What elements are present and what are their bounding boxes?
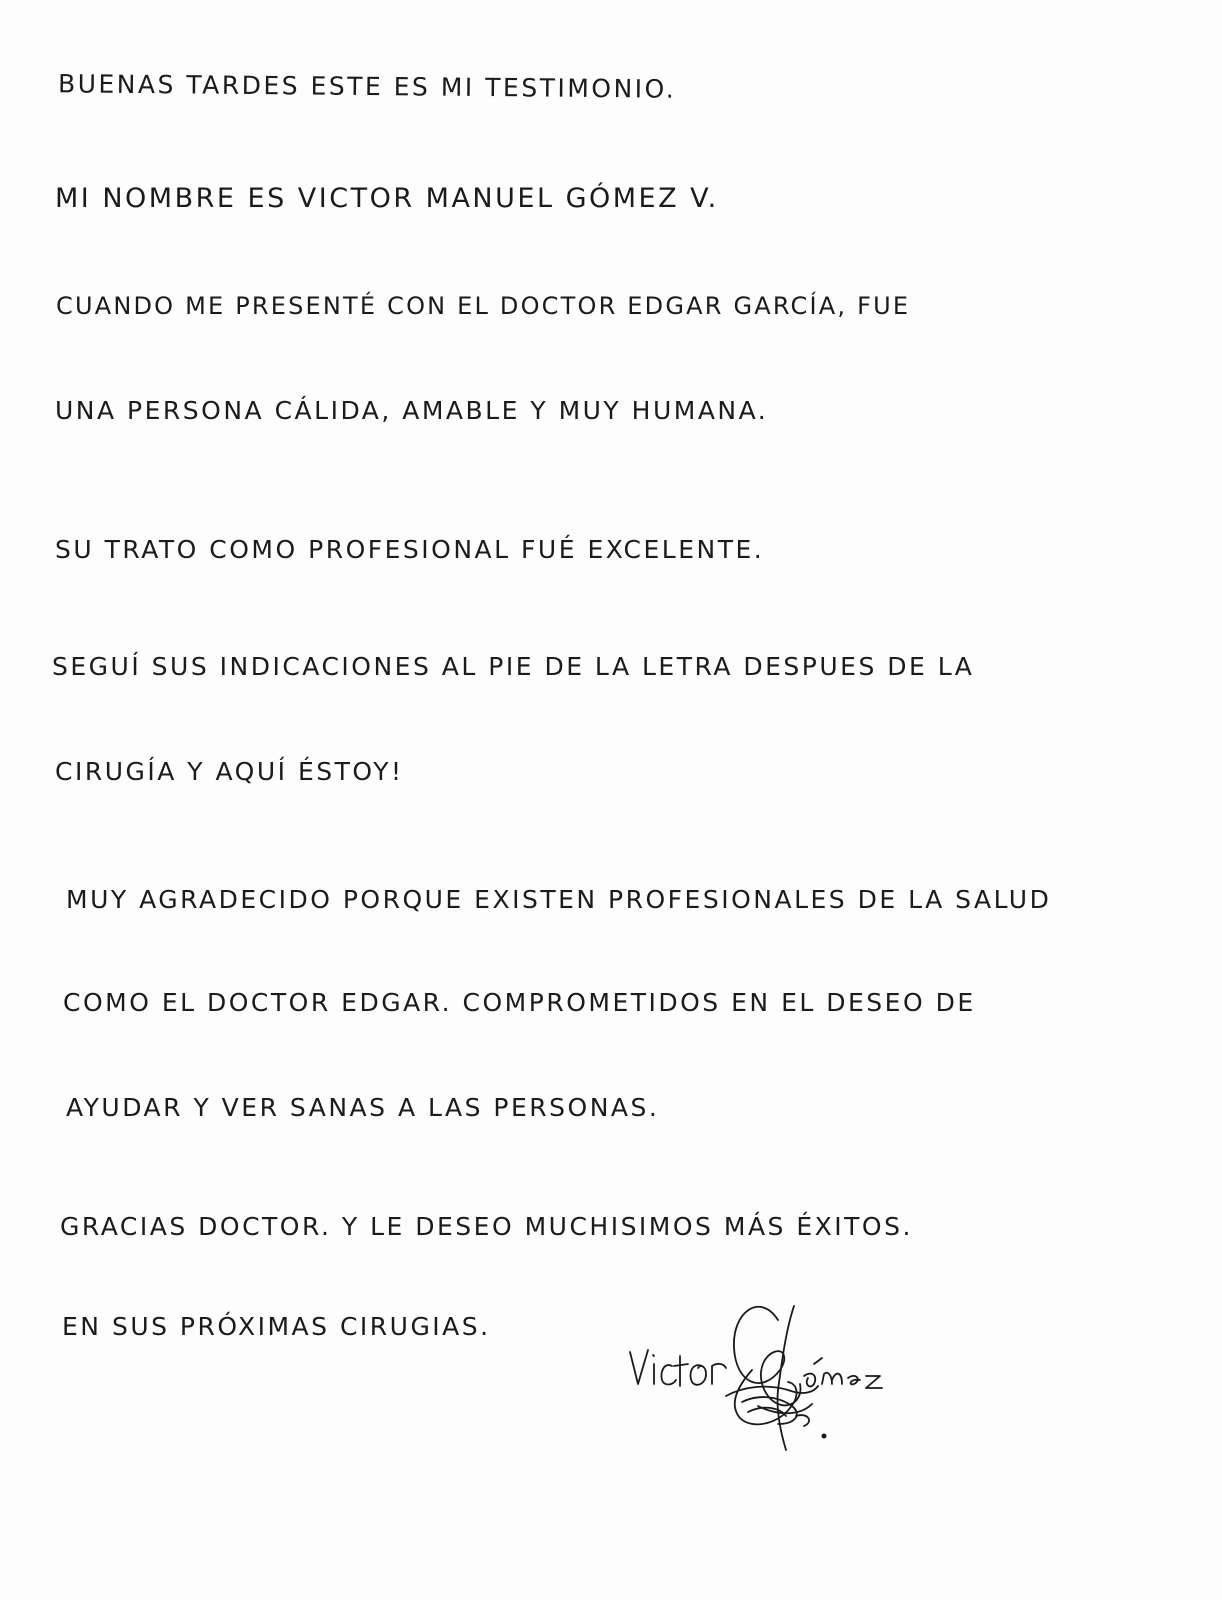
letter-line: MI NOMBRE ES VICTOR MANUEL GÓMEZ V.: [55, 183, 719, 214]
letter-line: AYUDAR Y VER SANAS A LAS PERSONAS.: [66, 1093, 660, 1122]
signature: [628, 1300, 888, 1470]
letter-line: UNA PERSONA CÁLIDA, AMABLE Y MUY HUMANA.: [55, 396, 769, 425]
letter-line: BUENAS TARDES ESTE ES MI TESTIMONIO.: [57, 69, 677, 104]
letter-line: GRACIAS DOCTOR. Y LE DESEO MUCHISIMOS MÁS ÉXITOS.: [60, 1212, 913, 1241]
letter-line: CUANDO ME PRESENTÉ CON EL DOCTOR EDGAR GARCÍA, FUE: [56, 292, 911, 320]
letter-line: MUY AGRADECIDO PORQUE EXISTEN PROFESIONALES DE LA SALUD: [66, 885, 1052, 914]
letter-line: SU TRATO COMO PROFESIONAL FUÉ EXCELENTE.: [55, 535, 765, 564]
signature-scribble: [628, 1300, 888, 1470]
letter-line: EN SUS PRÓXIMAS CIRUGIAS.: [62, 1312, 491, 1341]
letter-line: COMO EL DOCTOR EDGAR. COMPROMETIDOS EN EL DESEO DE: [63, 988, 976, 1017]
letter-line: SEGUÍ SUS INDICACIONES AL PIE DE LA LETRA DESPUES DE LA: [52, 652, 975, 681]
letter-line: CIRUGÍA Y AQUÍ ÉSTOY!: [55, 757, 404, 786]
